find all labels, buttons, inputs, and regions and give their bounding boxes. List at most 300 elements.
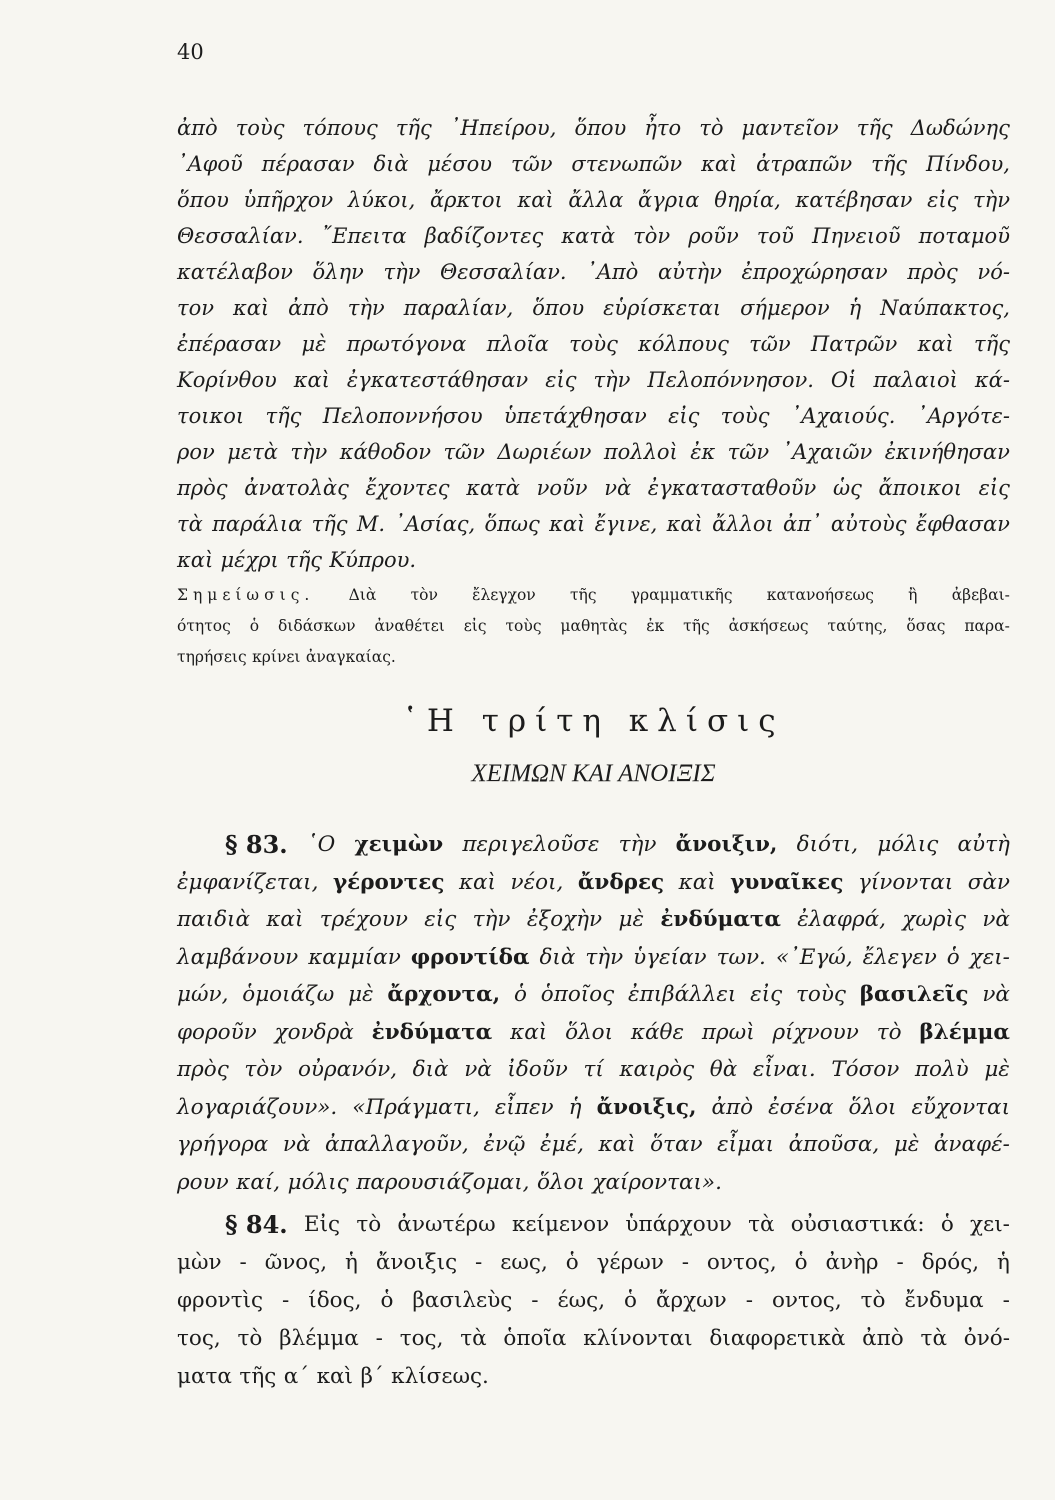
word: μὲ [301, 332, 327, 356]
word: εἶναι. [752, 1057, 816, 1082]
text-line [177, 506, 1010, 542]
word: ὁποῖα [503, 1326, 567, 1351]
word: ἄρκτοι [429, 188, 503, 212]
word: ἐπιβάλλει [628, 982, 737, 1007]
word: παλαιοὶ [873, 368, 958, 392]
word: πρωὶ [701, 1019, 755, 1045]
word: - [896, 1250, 904, 1275]
word: Δωριέων [497, 440, 592, 464]
word: θὰ [709, 1057, 738, 1082]
word: νὰ [464, 1057, 492, 1082]
word: ότητος [177, 617, 231, 635]
word: ᾿Αφοῦ [177, 152, 243, 176]
section-83-line [177, 1051, 1010, 1089]
word: εἰς [463, 617, 487, 635]
word: ρον [177, 440, 215, 464]
word: έως, [557, 1288, 606, 1313]
word: ἀπαλλαγοῦν, [325, 1132, 469, 1157]
word: περιγελοῦσε [462, 832, 600, 857]
word: μών, [177, 982, 229, 1007]
section-84-line [177, 1244, 1010, 1282]
word: πρὸς [907, 260, 958, 284]
word: εἶμαι [717, 1132, 774, 1157]
word: ὁ [624, 1288, 637, 1313]
word: τὴν [585, 944, 624, 970]
word: τῆς [871, 152, 908, 176]
word: ᾿Αχαιῶν [781, 440, 873, 464]
word: τὸν [410, 586, 438, 604]
word: ῶνος, [264, 1250, 328, 1275]
word: μαντεῖον [741, 116, 839, 140]
word: καὶ [701, 152, 738, 176]
word: ἀναθέτει [374, 617, 445, 635]
word: ἄνοιξις [375, 1250, 458, 1275]
word: β΄ [360, 1364, 384, 1389]
word: ὅλοι [848, 1094, 897, 1120]
word: εἶπεν [494, 1094, 554, 1120]
text-line [177, 110, 1010, 146]
word: τὴν [290, 440, 328, 464]
section-84-line [177, 1358, 1010, 1396]
word: ἄρχοντα, [387, 982, 501, 1007]
note-line [177, 580, 1010, 611]
word: ὁ [514, 982, 527, 1007]
word: ὁ [940, 1212, 954, 1237]
word: ὅπου [574, 116, 627, 140]
word: παραλίαν, [403, 296, 514, 320]
word: ᾿Αργότε- [916, 404, 1010, 428]
section-84 [177, 1206, 1010, 1396]
word: ἐπροχώρησαν [741, 260, 888, 284]
word: νὰ [982, 907, 1010, 932]
word: ρίχνουν [772, 1019, 859, 1045]
word: χονδρὰ [274, 1019, 354, 1045]
word: ἀνατολὰς [244, 476, 349, 500]
word: μὲ [893, 1132, 920, 1157]
word: ὁ [249, 617, 260, 635]
word: καὶ [549, 512, 586, 536]
word: παιδιὰ [177, 907, 250, 932]
word: διαφορετικὰ [709, 1326, 846, 1351]
word: βλέμμα [279, 1326, 359, 1351]
word: ἡ [345, 1250, 358, 1275]
word: ἐνῷ [483, 1132, 526, 1157]
word: τὸ [860, 1288, 886, 1313]
word: τοὺς [720, 404, 770, 428]
word: ἄνοιξις, [596, 1094, 697, 1120]
word: Θεσσαλίαν. [440, 260, 567, 284]
word: ταύτης, [827, 617, 888, 635]
word: ὅλοι [565, 1019, 614, 1045]
word: τῆς [395, 116, 432, 140]
word: ὅπως [484, 512, 540, 536]
word: σὰν [967, 869, 1010, 895]
word: ἔφθασαν [915, 512, 1010, 536]
word: ἀβεβαι- [951, 586, 1010, 604]
word: πέρασαν [261, 152, 355, 176]
word: οντος, [706, 1250, 777, 1275]
word: πολλοὶ [603, 440, 678, 464]
word: νὰ [982, 982, 1010, 1007]
word: ὅπου [532, 296, 585, 320]
section-83-number: § 83. [225, 830, 288, 859]
word: ἄνδρες [577, 869, 665, 895]
word: φροντὶς [177, 1288, 264, 1313]
word: κρίνει [252, 648, 301, 666]
word: τηρήσεις [177, 648, 247, 666]
word: τὸν [244, 1057, 283, 1082]
word: ἐπέρασαν [177, 332, 282, 356]
word: κατανοήσεως [766, 586, 874, 604]
word: Δωδώνης [910, 116, 1010, 140]
word: αὐτὴ [957, 832, 1010, 857]
word: τος, [177, 1326, 221, 1351]
word: χει- [970, 1212, 1010, 1237]
word: - [475, 1250, 483, 1275]
word: Πελοποννήσου [322, 404, 483, 428]
word: εἰς [424, 907, 457, 932]
word: Πηνειοῦ [812, 224, 901, 248]
word: Κορίνθου [177, 368, 277, 392]
word: πρὸς [177, 476, 228, 500]
word: ἐξοχὴν [526, 907, 603, 932]
word: ἐκινήθησαν [884, 440, 1010, 464]
word: ἔχοντες [365, 476, 450, 500]
word: τοῦ [756, 224, 794, 248]
word: θηρία, [714, 188, 781, 212]
word: τὴν [618, 832, 657, 857]
word: - [239, 1250, 247, 1275]
word: καὶ [666, 512, 703, 536]
word: ἀναφέ- [933, 1132, 1010, 1157]
text-line [177, 254, 1010, 290]
word: καμμίαν [308, 944, 401, 970]
word: Τόσον [831, 1057, 900, 1082]
word: κλίνονται [583, 1326, 693, 1351]
word: Οἱ [830, 368, 857, 392]
word: ἔλεγχον [472, 586, 536, 604]
word: πρὸς [177, 1057, 229, 1082]
word: ἐλαφρά, [797, 907, 886, 932]
word: καί, [236, 1169, 281, 1195]
text-line [177, 470, 1010, 506]
word: δρός, [921, 1250, 980, 1275]
word: ὑπῆρχον [243, 188, 334, 212]
word: ὡς [832, 476, 862, 500]
word: τῆς [683, 617, 710, 635]
note-line [177, 642, 1010, 673]
word: πολὺ [914, 1057, 969, 1082]
word: ἡ [848, 296, 862, 320]
note-line [177, 611, 1010, 642]
lesson-title: ΧΕΙΜΩΝ ΚΑΙ ΑΝΟΙΞΙΣ [471, 760, 716, 787]
word: λύκοι, [347, 188, 416, 212]
word: ἐνδύματα [371, 1019, 493, 1045]
section-83-line [177, 1126, 1010, 1164]
section-83-line [177, 939, 1010, 977]
declension-title: ῾Η τρίτη κλίσις [402, 703, 785, 739]
word: ἀποῦσα, [788, 1132, 880, 1157]
word: ἀτραπῶν [756, 152, 853, 176]
word: τῆς [286, 548, 323, 572]
word: εἰς [545, 368, 577, 392]
word: ἄγρια [638, 188, 700, 212]
word: τοὺς [569, 332, 618, 356]
word: ἐσένα [768, 1094, 834, 1120]
section-84-line [177, 1282, 1010, 1320]
word: καιρὸς [619, 1057, 695, 1082]
word: κάθοδον [339, 440, 432, 464]
word: Ναύπακτος, [880, 296, 1010, 320]
word: τῶν [443, 440, 485, 464]
word: τόπους [302, 116, 378, 140]
text-line [177, 398, 1010, 434]
word: ἐμφανίζεται, [177, 869, 319, 895]
word: αὐτὴν [657, 260, 722, 284]
word: εως, [500, 1250, 548, 1275]
word: εἰς [978, 476, 1010, 500]
word: παρουσιάζομαι, [356, 1169, 530, 1195]
word: Θεσσαλίαν. [177, 224, 304, 248]
section-83 [177, 826, 1010, 1201]
word: κατὰ [466, 476, 520, 500]
word: καὶ [678, 869, 716, 895]
word: καὶ [458, 869, 496, 895]
word: διὰ [412, 1057, 449, 1082]
word: ὀνό- [963, 1326, 1010, 1351]
word: τί [583, 1057, 604, 1082]
word: εὔχονται [911, 1094, 1010, 1120]
word: «Πράγματι, [352, 1094, 480, 1120]
word: μὼν [177, 1250, 222, 1275]
word: ἀναγκαίας. [305, 648, 396, 666]
word: ὁ [380, 1288, 394, 1313]
page-number: 40 [177, 40, 204, 64]
word: ὁ [946, 944, 960, 970]
word: διδάσκων [277, 617, 356, 635]
section-83-line [177, 864, 1010, 902]
word: ἀπὸ [711, 1094, 754, 1120]
word: ὅσας [906, 617, 946, 635]
word: μόλις [877, 832, 939, 857]
word: τῆς [239, 1364, 277, 1389]
word: Κύπρου. [329, 548, 417, 572]
word: των. [716, 944, 766, 970]
word: βαδίζοντες [424, 224, 544, 248]
text-line [177, 218, 1010, 254]
word: μετὰ [227, 440, 278, 464]
word: νὰ [604, 476, 632, 500]
note-block [177, 580, 1010, 673]
word: πλοῖα [486, 332, 549, 356]
section-83-line [177, 1014, 1010, 1052]
word: τῆς [569, 586, 597, 604]
word: ἔνδυμα [904, 1288, 984, 1313]
word: βασιλεὺς [412, 1288, 513, 1313]
word: νοῦν [536, 476, 588, 500]
word: - [531, 1288, 539, 1313]
word: ποταμοῦ [918, 224, 1010, 248]
word: τῆς [265, 404, 302, 428]
section-84-line [177, 1320, 1010, 1358]
word: ὅταν [650, 1132, 703, 1157]
word: ἀσκήσεως [728, 617, 809, 635]
word: α΄ [283, 1364, 310, 1389]
word: - [1002, 1288, 1010, 1313]
note-label: Σημείωσις. [177, 586, 315, 604]
word: τὸν [633, 224, 671, 248]
word: στενωπῶν [571, 152, 683, 176]
word: ἀπὸ [177, 116, 218, 140]
word: ροῦν [688, 224, 739, 248]
word: - [375, 1326, 383, 1351]
word: τὴν [472, 907, 511, 932]
word: αὐτοὺς [830, 512, 907, 536]
word: λαμβάνουν [177, 944, 299, 970]
word: διὰ [539, 944, 576, 970]
word: ᾿Αχαιούς. [790, 404, 896, 428]
word: - [681, 1250, 689, 1275]
word: τῶν [510, 152, 553, 176]
word: ἀπ᾿ [783, 512, 822, 536]
section-83-line [177, 976, 1010, 1014]
word: ἐμέ, [540, 1132, 584, 1157]
word: Διὰ [348, 586, 377, 604]
word: διὰ [373, 152, 409, 176]
word: «᾿Εγώ, [775, 944, 853, 970]
section-83-line [177, 1089, 1010, 1127]
word: τος, [399, 1326, 444, 1351]
word: ἀπὸ [288, 296, 329, 320]
word: ἐκ [646, 617, 665, 635]
word: ίδος, [308, 1288, 362, 1313]
word: διότι, [796, 832, 859, 857]
word: Μ. [356, 512, 386, 536]
word: εὑρίσκεται [603, 296, 722, 320]
word: ἀνὴρ [825, 1250, 879, 1275]
word: τοικοι [177, 404, 245, 428]
text-line [177, 542, 1010, 578]
text-line [177, 182, 1010, 218]
word: τὸ [876, 1019, 902, 1045]
word: καὶ [510, 1019, 548, 1045]
section-83-line [177, 1164, 1010, 1202]
word: μαθητὰς [560, 617, 628, 635]
word: κλίσεως. [391, 1364, 489, 1389]
word: καὶ [232, 296, 270, 320]
word: τῆς [974, 332, 1010, 356]
word: καὶ [517, 188, 554, 212]
word: ἐγκατασταθοῦν [647, 476, 817, 500]
word: ἄποικοι [878, 476, 963, 500]
word: λογαριάζουν». [177, 1094, 338, 1120]
word: τὸ [356, 1212, 382, 1237]
word: τὴν [347, 296, 385, 320]
word: οὐσιαστικά: [790, 1212, 925, 1237]
text-line [177, 326, 1010, 362]
word: Πίνδου, [925, 152, 1010, 176]
section-84-number: § 84. [225, 1210, 288, 1239]
word: ἄλλοι [712, 512, 774, 536]
word: σήμερον [740, 296, 830, 320]
word: τοὺς [796, 982, 846, 1007]
word: καὶ [177, 548, 214, 572]
word: γέρων [596, 1250, 664, 1275]
word: - [282, 1288, 290, 1313]
word: ὅπου [177, 188, 229, 212]
intro-paragraph [177, 110, 1010, 578]
word: κάθε [630, 1019, 685, 1045]
word: Πελοπόννησον. [647, 368, 814, 392]
word: ἐγκατεστάθησαν [346, 368, 529, 392]
word: οὐρανόν, [297, 1057, 398, 1082]
word: ἡ [997, 1250, 1010, 1275]
word: τῆς [856, 116, 893, 140]
word: τον [177, 296, 215, 320]
word: ὁ [565, 1250, 579, 1275]
word: καὶ [917, 332, 954, 356]
word: κόλπους [638, 332, 729, 356]
word: ὁποῖος [540, 982, 615, 1007]
word: ἄρχων [655, 1288, 727, 1313]
text-line [177, 434, 1010, 470]
word: γυναῖκες [730, 869, 844, 895]
word: νό- [977, 260, 1010, 284]
word: εἰς [668, 404, 700, 428]
word: μὲ [348, 982, 374, 1007]
word: εἰς [927, 188, 959, 212]
word: ρουν [177, 1169, 229, 1195]
word: ἐνδύματα [660, 907, 781, 932]
word: Εἰς [303, 1212, 341, 1237]
word: ὁ [794, 1250, 808, 1275]
word: κατέλαβον [177, 260, 293, 284]
word: ῎Επειτα [321, 224, 407, 248]
word: ἔγινε, [594, 512, 658, 536]
word: ᾿Ηπείρου, [449, 116, 557, 140]
word: ῾Ο [306, 832, 336, 857]
word: χωρὶς [902, 907, 966, 932]
word: τὸ [699, 116, 724, 140]
word: τὰ [177, 512, 203, 536]
word: κά- [974, 368, 1010, 392]
word: μόλις [287, 1169, 349, 1195]
word: τὰ [748, 1212, 775, 1237]
word: τὴν [593, 368, 631, 392]
word: νέοι, [510, 869, 564, 895]
word: γραμματικῆς [630, 586, 733, 604]
word: τῶν [727, 440, 770, 464]
word: τὴν [973, 188, 1010, 212]
word: ᾿Ασίας, [394, 512, 476, 536]
word: βλέμμα [919, 1019, 1010, 1045]
word: ὑγείαν [633, 944, 707, 970]
word: μέχρι [220, 548, 279, 572]
word: ἦτο [644, 116, 682, 140]
word: γέροντες [332, 869, 445, 895]
word: ᾿Απὸ [586, 260, 639, 284]
word: - [745, 1288, 753, 1313]
word: κατὰ [561, 224, 616, 248]
word: ἄλλα [568, 188, 624, 212]
word: φοροῦν [177, 1019, 257, 1045]
word: τὰ [460, 1326, 487, 1351]
word: Πατρῶν [810, 332, 898, 356]
word: γρήγορα [177, 1132, 269, 1157]
section-83-line [177, 901, 1010, 939]
word: χαίρονται». [592, 1169, 722, 1195]
word: κείμενον [511, 1212, 610, 1237]
